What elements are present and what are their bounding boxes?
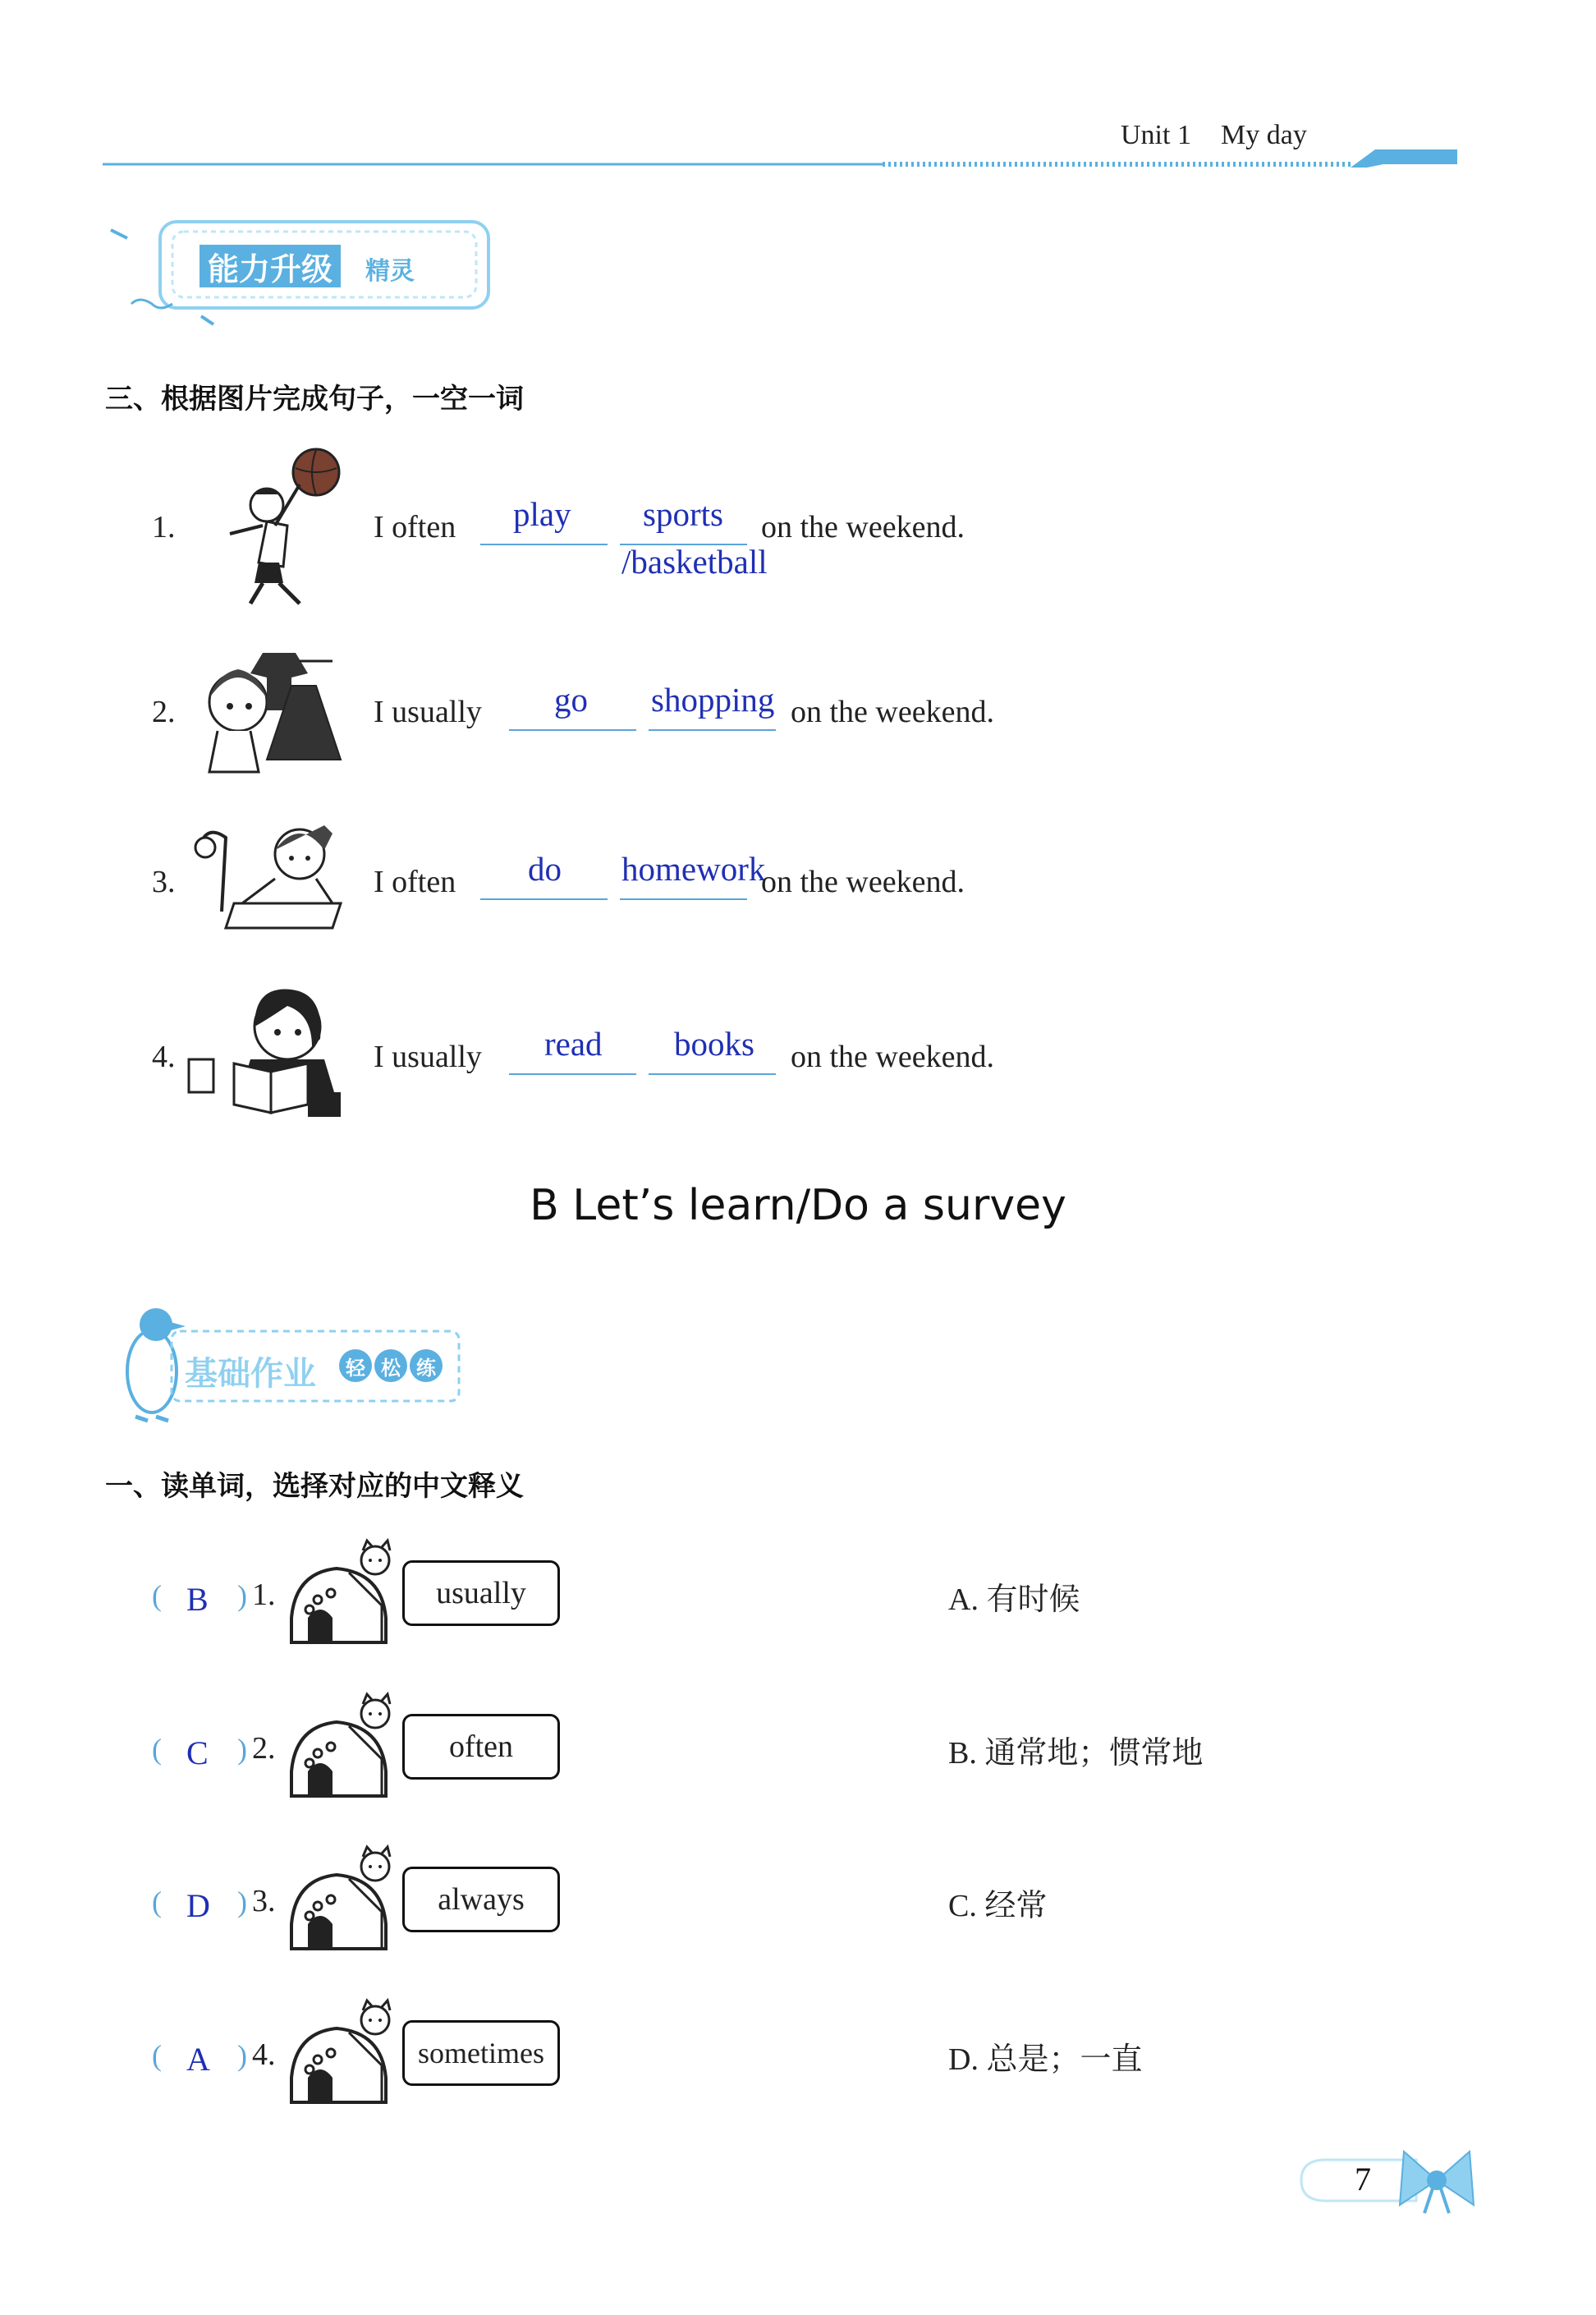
- match-item-1: [152, 1536, 1301, 1659]
- item-number: 3.: [152, 865, 176, 899]
- meaning-d: D. 总是；一直: [948, 2042, 1143, 2077]
- homework-girl-icon: [185, 813, 349, 944]
- fill-item-4: [152, 981, 1137, 1129]
- paren-open: (: [152, 2039, 162, 2072]
- blank-1[interactable]: [480, 544, 608, 545]
- answer-choice[interactable]: A: [186, 2041, 210, 2078]
- paren-open: (: [152, 1733, 162, 1766]
- answer-1: go: [554, 681, 588, 719]
- word-box: usually: [402, 1560, 560, 1626]
- page-number-area: [1293, 2143, 1482, 2217]
- section2-heading: 一、读单词，选择对应的中文释义: [105, 1470, 524, 1503]
- item-number: 2.: [152, 695, 176, 729]
- badge-title: 能力升级: [200, 245, 341, 287]
- item-number: 1.: [152, 510, 176, 544]
- paren-close: ): [237, 2039, 247, 2072]
- shopping-girl-icon: [185, 641, 349, 780]
- section1-heading: 三、根据图片完成句子，一空一词: [105, 383, 524, 416]
- answer-2: homework: [621, 850, 766, 888]
- basic-badge: [107, 1302, 468, 1425]
- blank-1[interactable]: [509, 729, 636, 731]
- lesson-title: B Let’s learn/Do a survey: [530, 1181, 1066, 1230]
- house-icon: [283, 1842, 398, 1965]
- fill-item-3: [152, 813, 1137, 944]
- sentence-prefix: I often: [374, 510, 456, 544]
- item-number: 3.: [252, 1884, 276, 1918]
- sentence-suffix: on the weekend.: [761, 865, 965, 899]
- word-box: always: [402, 1867, 560, 1932]
- house-icon: [283, 1689, 398, 1812]
- sentence-suffix: on the weekend.: [761, 510, 965, 544]
- answer-1: play: [513, 495, 571, 533]
- answer-2: books: [674, 1025, 754, 1063]
- blank-2[interactable]: [649, 729, 776, 731]
- answer-choice[interactable]: D: [186, 1887, 210, 1924]
- answer-1: do: [528, 850, 562, 888]
- house-icon: [283, 1996, 398, 2119]
- word-box: often: [402, 1714, 560, 1780]
- meaning-a: A. 有时候: [948, 1582, 1080, 1617]
- blank-1[interactable]: [509, 1073, 636, 1075]
- reading-girl-icon: [185, 981, 357, 1129]
- word-box: sometimes: [402, 2020, 560, 2086]
- sentence-suffix: on the weekend.: [791, 695, 994, 729]
- fill-item-1: [152, 443, 1137, 608]
- sentence-prefix: I usually: [374, 695, 482, 729]
- sentence-prefix: I often: [374, 865, 456, 899]
- match-item-3: [152, 1842, 1301, 1965]
- blank-2[interactable]: [649, 1073, 776, 1075]
- paren-close: ): [237, 1886, 247, 1918]
- item-number: 1.: [252, 1578, 276, 1612]
- page-number: 7: [1355, 2161, 1371, 2198]
- item-number: 2.: [252, 1731, 276, 1766]
- basketball-player-icon: [185, 443, 349, 608]
- meaning-b: B. 通常地；惯常地: [948, 1736, 1204, 1771]
- unit-label: Unit 1: [1121, 120, 1191, 150]
- meaning-c: C. 经常: [948, 1889, 1048, 1923]
- answer-choice[interactable]: C: [186, 1734, 209, 1771]
- page-header: [103, 115, 1457, 172]
- sentence-suffix: on the weekend.: [791, 1040, 994, 1074]
- answer-2-alt: /basketball: [621, 543, 768, 581]
- bow-icon: [1396, 2143, 1478, 2217]
- ability-badge: [103, 214, 505, 328]
- answer-1: read: [544, 1025, 603, 1063]
- header-rule: [103, 148, 1457, 172]
- badge-char-2: 松: [374, 1349, 407, 1382]
- paren-close: ): [237, 1733, 247, 1766]
- badge-char-1: 轻: [339, 1349, 372, 1382]
- badge-subtitle: 精灵: [365, 257, 415, 286]
- paren-open: (: [152, 1579, 162, 1612]
- answer-2: sports: [643, 495, 723, 533]
- blank-1[interactable]: [480, 898, 608, 900]
- house-icon: [283, 1536, 398, 1659]
- item-number: 4.: [252, 2037, 276, 2072]
- item-number: 4.: [152, 1040, 176, 1074]
- sentence-prefix: I usually: [374, 1040, 482, 1074]
- blank-2[interactable]: [620, 898, 747, 900]
- paren-close: ): [237, 1579, 247, 1612]
- badge-char-3: 练: [410, 1349, 443, 1382]
- fill-item-2: [152, 641, 1137, 780]
- unit-title: My day: [1221, 120, 1307, 150]
- badge-title: 基础作业: [185, 1355, 316, 1393]
- answer-2: shopping: [651, 681, 775, 719]
- answer-choice[interactable]: B: [186, 1581, 209, 1618]
- paren-open: (: [152, 1886, 162, 1918]
